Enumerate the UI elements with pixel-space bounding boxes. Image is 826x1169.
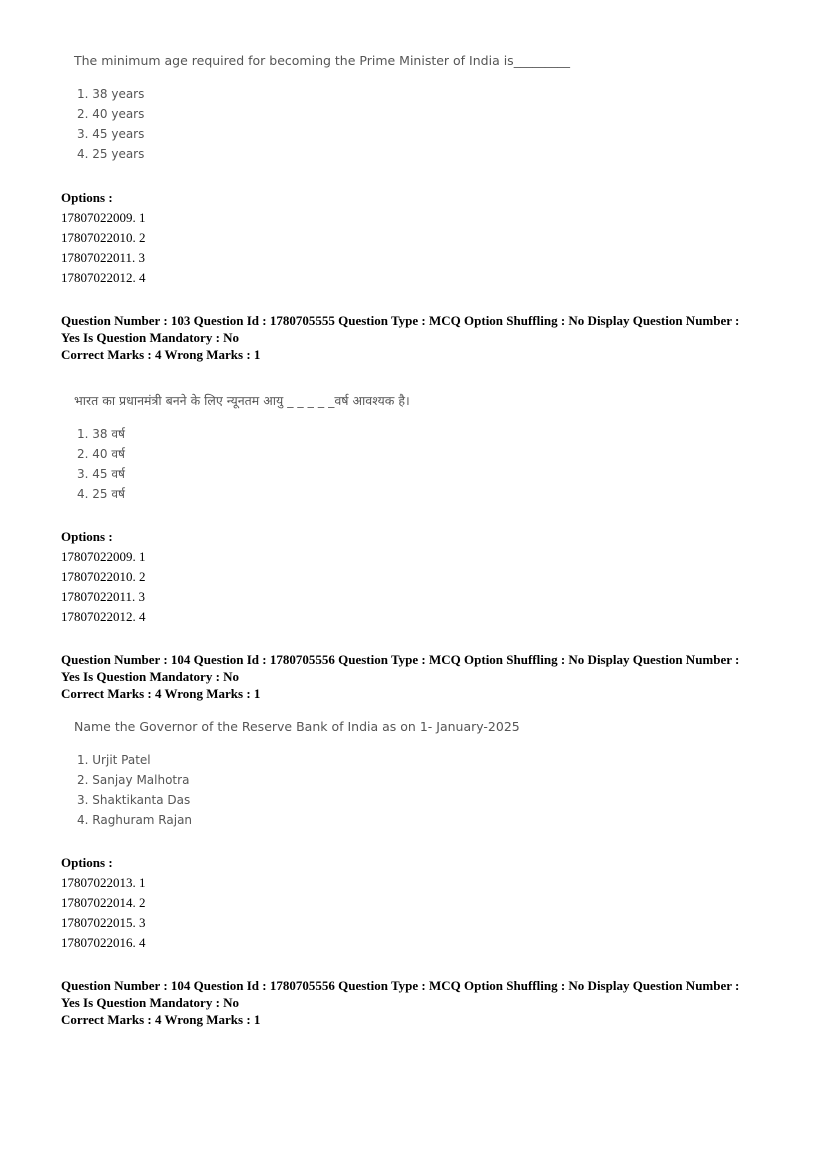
question-text: भारत का प्रधानमंत्री बनने के लिए न्यूनतम आयु _ _ _ _ _वर्ष आवश्यक है। (74, 393, 410, 408)
question-option: 3. 45 years (77, 127, 145, 141)
question-option-list (74, 424, 410, 504)
question-meta-line: Yes Is Question Mandatory : No (61, 995, 240, 1010)
question-option: 2. 40 years (77, 107, 145, 121)
question-option-list (74, 750, 520, 830)
option-id: 17807022011. 3 (61, 250, 146, 265)
question-option: 1. Urjit Patel (77, 753, 151, 767)
option-id: 17807022014. 2 (61, 895, 146, 910)
question-meta-line: Question Number : 104 Question Id : 1780705556 Question Type : MCQ Option Shuffling : No Display Question Number : (61, 978, 740, 993)
option-id: 17807022010. 2 (61, 569, 146, 584)
question-option: 4. 25 वर्ष (77, 487, 125, 501)
question-option-list (74, 84, 570, 164)
question-image-prime-minister-age (61, 53, 570, 164)
question-option: 2. 40 वर्ष (77, 447, 125, 461)
option-id: 17807022012. 4 (61, 609, 146, 624)
question-option: 3. 45 वर्ष (77, 467, 125, 481)
question-option: 1. 38 वर्ष (77, 427, 125, 441)
options-title: Options : (61, 855, 113, 870)
question-option: 4. 25 years (77, 147, 145, 161)
option-id: 17807022015. 3 (61, 915, 146, 930)
option-id: 17807022012. 4 (61, 270, 146, 285)
option-id: 17807022009. 1 (61, 549, 146, 564)
question-meta-line: Yes Is Question Mandatory : No (61, 669, 240, 684)
question-meta (61, 312, 739, 363)
question-option: 1. 38 years (77, 87, 145, 101)
question-marks-line: Correct Marks : 4 Wrong Marks : 1 (61, 347, 261, 362)
question-meta (61, 651, 739, 702)
option-id-list (61, 547, 146, 627)
question-meta-line: Question Number : 104 Question Id : 1780705556 Question Type : MCQ Option Shuffling : No Display Question Number : (61, 652, 740, 667)
question-marks-line: Correct Marks : 4 Wrong Marks : 1 (61, 686, 261, 701)
question-text: The minimum age required for becoming the Prime Minister of India is_________ (74, 53, 570, 68)
options-section (61, 190, 146, 288)
question-meta (61, 977, 739, 1028)
question-meta-line: Question Number : 103 Question Id : 1780705555 Question Type : MCQ Option Shuffling : No Display Question Number : (61, 313, 740, 328)
question-image-rbi-governor (61, 719, 520, 830)
option-id: 17807022009. 1 (61, 210, 146, 225)
option-id-list (61, 873, 146, 953)
question-meta-line: Yes Is Question Mandatory : No (61, 330, 240, 345)
option-id-list (61, 208, 146, 288)
question-option: 4. Raghuram Rajan (77, 813, 193, 827)
option-id: 17807022010. 2 (61, 230, 146, 245)
options-title: Options : (61, 529, 113, 544)
options-title: Options : (61, 190, 113, 205)
options-section (61, 529, 146, 627)
question-text: Name the Governor of the Reserve Bank of India as on 1- January-2025 (74, 719, 520, 734)
options-section (61, 855, 146, 953)
question-image-prime-minister-age-hindi (61, 393, 410, 504)
question-option: 2. Sanjay Malhotra (77, 773, 190, 787)
question-option: 3. Shaktikanta Das (77, 793, 191, 807)
option-id: 17807022013. 1 (61, 875, 146, 890)
option-id: 17807022016. 4 (61, 935, 146, 950)
question-marks-line: Correct Marks : 4 Wrong Marks : 1 (61, 1012, 261, 1027)
option-id: 17807022011. 3 (61, 589, 146, 604)
